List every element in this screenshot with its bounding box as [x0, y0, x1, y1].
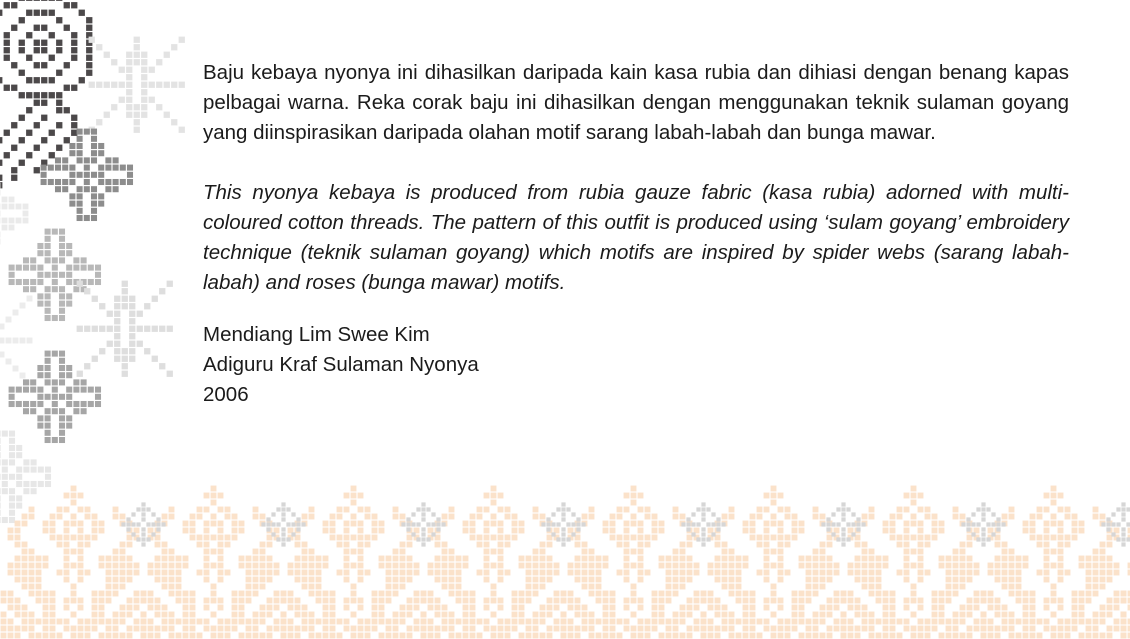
border-snowflake-motif	[961, 502, 1006, 547]
edge-flower-partial	[0, 168, 29, 259]
artisan-year: 2006	[203, 383, 249, 406]
border-snowflake-motif	[681, 502, 726, 547]
border-palmette-motif	[1120, 485, 1130, 639]
border-snowflake-motif	[821, 502, 866, 547]
gray-flower-motif	[40, 128, 134, 222]
dark-arabesque-motif	[0, 0, 93, 189]
border-snowflake-motif	[1101, 502, 1130, 547]
artisan-name: Mendiang Lim Swee Kim	[203, 323, 430, 346]
border-snowflake-motif	[541, 502, 586, 547]
attribution	[203, 320, 1069, 410]
border-palmette-motif	[140, 485, 287, 639]
border-palmette-motif	[0, 485, 147, 639]
border-snowflake-motif	[121, 502, 166, 547]
border-palmette-motif	[560, 485, 707, 639]
light-snowflake-motif	[88, 36, 186, 134]
paragraph-english: This nyonya kebaya is produced from rubia gauze fabric (kasa rubia) adorned with multi-coloured cotton threads. The pattern of this outfit is produced using ‘sulam goyang’ embroidery technique (teknik sulaman goyang) which motifs are inspired by spider webs (sarang labah-labah) and roses (bunga mawar) motifs.	[203, 181, 1069, 294]
light-snowflake-motif	[76, 280, 174, 378]
border-palmette-motif	[280, 485, 427, 639]
edge-flower-partial	[0, 430, 52, 524]
border-snowflake-motif	[401, 502, 446, 547]
gray-flower-motif	[8, 350, 102, 444]
text-content	[203, 58, 1069, 410]
border-palmette-motif	[840, 485, 987, 639]
artisan-title: Adiguru Kraf Sulaman Nyonya	[203, 353, 479, 376]
gray-flower-motif	[8, 228, 102, 322]
edge-snowflake-partial	[0, 295, 33, 386]
border-palmette-motif	[700, 485, 847, 639]
border-palmette-motif	[420, 485, 567, 639]
border-snowflake-motif	[261, 502, 306, 547]
border-palmette-motif	[980, 485, 1127, 639]
paragraph-malay: Baju kebaya nyonya ini dihasilkan daripada kain kasa rubia dan dihiasi dengan benang kapas pelbagai warna. Reka corak baju ini dihasilkan dengan menggunakan teknik sulaman goyang yang diinspirasikan daripada olahan motif sarang labah-labah dan bunga mawar.	[203, 61, 1069, 144]
